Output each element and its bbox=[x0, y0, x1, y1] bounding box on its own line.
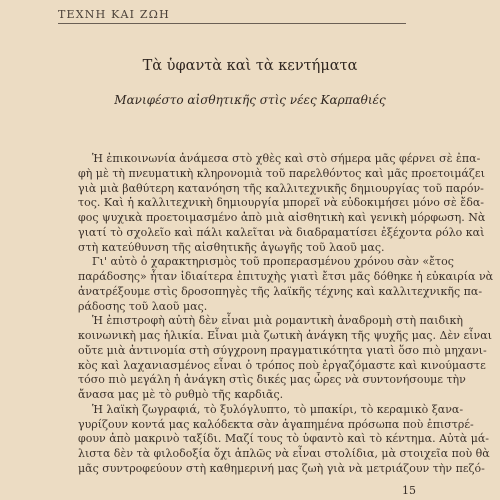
text-line: ἀνατρέξουμε στὶς δροσοπηγὲς τῆς λαϊκῆς τέχνης καὶ καλλιτεχνικῆς πα- bbox=[78, 284, 483, 298]
paragraph bbox=[78, 152, 486, 255]
running-head: ΤΕΧΝΗ ΚΑΙ ΖΩΗ bbox=[58, 8, 170, 21]
header-rule bbox=[58, 23, 406, 24]
text-line: τόσο πιὸ μεγάλη ἡ ἀνάγκη στὶς δικές μας ὧρες νὰ συντονήσουμε τὴν bbox=[78, 373, 466, 387]
text-line: στὴ κατεύθυνση τῆς αἰσθητικῆς ἀγωγῆς τοῦ λαοῦ μας. bbox=[78, 240, 385, 254]
text-line: τος. Καὶ ἡ καλλιτεχνικὴ δημιουργία μπορεῖ νὰ εὐδοκιμήσει μόνο σὲ ἔδα- bbox=[78, 196, 484, 210]
text-line: Ἡ ἐπιστροφὴ αὐτὴ δὲν εἶναι μιὰ ρομαντικὴ ἀναδρομὴ στὴ παιδικὴ bbox=[92, 314, 463, 328]
paragraph bbox=[78, 314, 492, 403]
text-line: οὔτε μιὰ ἀντινομία στὴ σύγχρονη πραγματικότητα γιατὶ ὅσο πιὸ μηχανι- bbox=[78, 343, 487, 357]
text-line: γιατί τὸ σχολεῖο καὶ πάλι καλεῖται νὰ διαδραματίσει ἐξέχοντα ρόλο καὶ bbox=[78, 225, 485, 239]
text-line: λιστα δὲν τὰ φιλοδοξία ὄχι ἁπλῶς νὰ εἶναι στολίδια, μὰ στοιχεῖα ποὺ θὰ bbox=[78, 447, 490, 460]
paragraph bbox=[78, 255, 494, 314]
text-line: Ἡ λαϊκὴ ζωγραφιά, τὸ ξυλόγλυπτο, τὸ μπακίρι, τὸ κεραμικὸ ξανα- bbox=[92, 402, 464, 416]
page-number: 15 bbox=[402, 484, 416, 497]
text-line: γυρίζουν κοντά μας καλόδεκτα σὰν ἀγαπημένα πρόσωπα ποὺ ἐπιστρέ- bbox=[78, 417, 474, 431]
body-text bbox=[78, 152, 494, 477]
text-line: κοινωνικὴ μας ἡλικία. Εἶναι μιὰ ζωτικὴ ἀνάγκη τῆς ψυχῆς μας. Δὲν εἶναι bbox=[78, 329, 492, 342]
text-line: γιὰ μιὰ βαθύτερη κατανόηση τῆς καλλιτεχνικῆς δημιουργίας τοῦ παρόν- bbox=[78, 181, 484, 195]
article-title: Τὰ ὑφαντὰ καὶ τὰ κεντήματα bbox=[142, 58, 358, 74]
text-line: φουν ἀπὸ μακρινὸ ταξίδι. Μαζί τους τὸ ὑφαντὸ καὶ τὸ κέντημα. Αὐτὰ μά- bbox=[78, 432, 490, 446]
text-line: παράδοσης» ἦταν ἰδιαίτερα ἐπιτυχὴς γιατὶ ἔτσι μᾶς δόθηκε ἡ εὐκαιρία νὰ bbox=[78, 270, 494, 283]
paragraph bbox=[78, 402, 490, 477]
text-line: Ἡ ἐπικοινωνία ἀνάμεσα στὸ χθὲς καὶ στὸ σήμερα μᾶς φέρνει σὲ ἐπα- bbox=[92, 152, 481, 165]
text-line: κὸς καὶ λαχανιασμένος εἶναι ὁ τρόπος ποὺ ἐργαζόμαστε καὶ κινούμαστε bbox=[78, 358, 486, 372]
article-subtitle: Μανιφέστο αἰσθητικῆς στὶς νέες Καρπαθιές bbox=[114, 93, 386, 107]
text-line: ράδοσης τοῦ λαοῦ μας. bbox=[78, 299, 208, 313]
text-line: Γι' αὐτὸ ὁ χαρακτηρισμὸς τοῦ προπερασμένου χρόνου σὰν «ἔτος bbox=[92, 255, 454, 269]
text-line: ἄνασα μας μὲ τὸ ρυθμὸ τῆς καρδιᾶς. bbox=[78, 388, 284, 401]
text-line: φὴ μὲ τὴ πνευματικὴ κληρονομιὰ τοῦ παρελθόντος καὶ μᾶς προετοιμάζει bbox=[78, 166, 485, 180]
text-line: μᾶς συντροφεύουν στὴ καθημερινή μας ζωὴ γιὰ νὰ μετριάζουν τὴν πεζό- bbox=[78, 461, 485, 475]
text-line: φος ψυχικὰ προετοιμασμένο ἀπὸ μιὰ αἰσθητικὴ καὶ γενικὴ μόρφωση. Νὰ bbox=[78, 211, 486, 224]
